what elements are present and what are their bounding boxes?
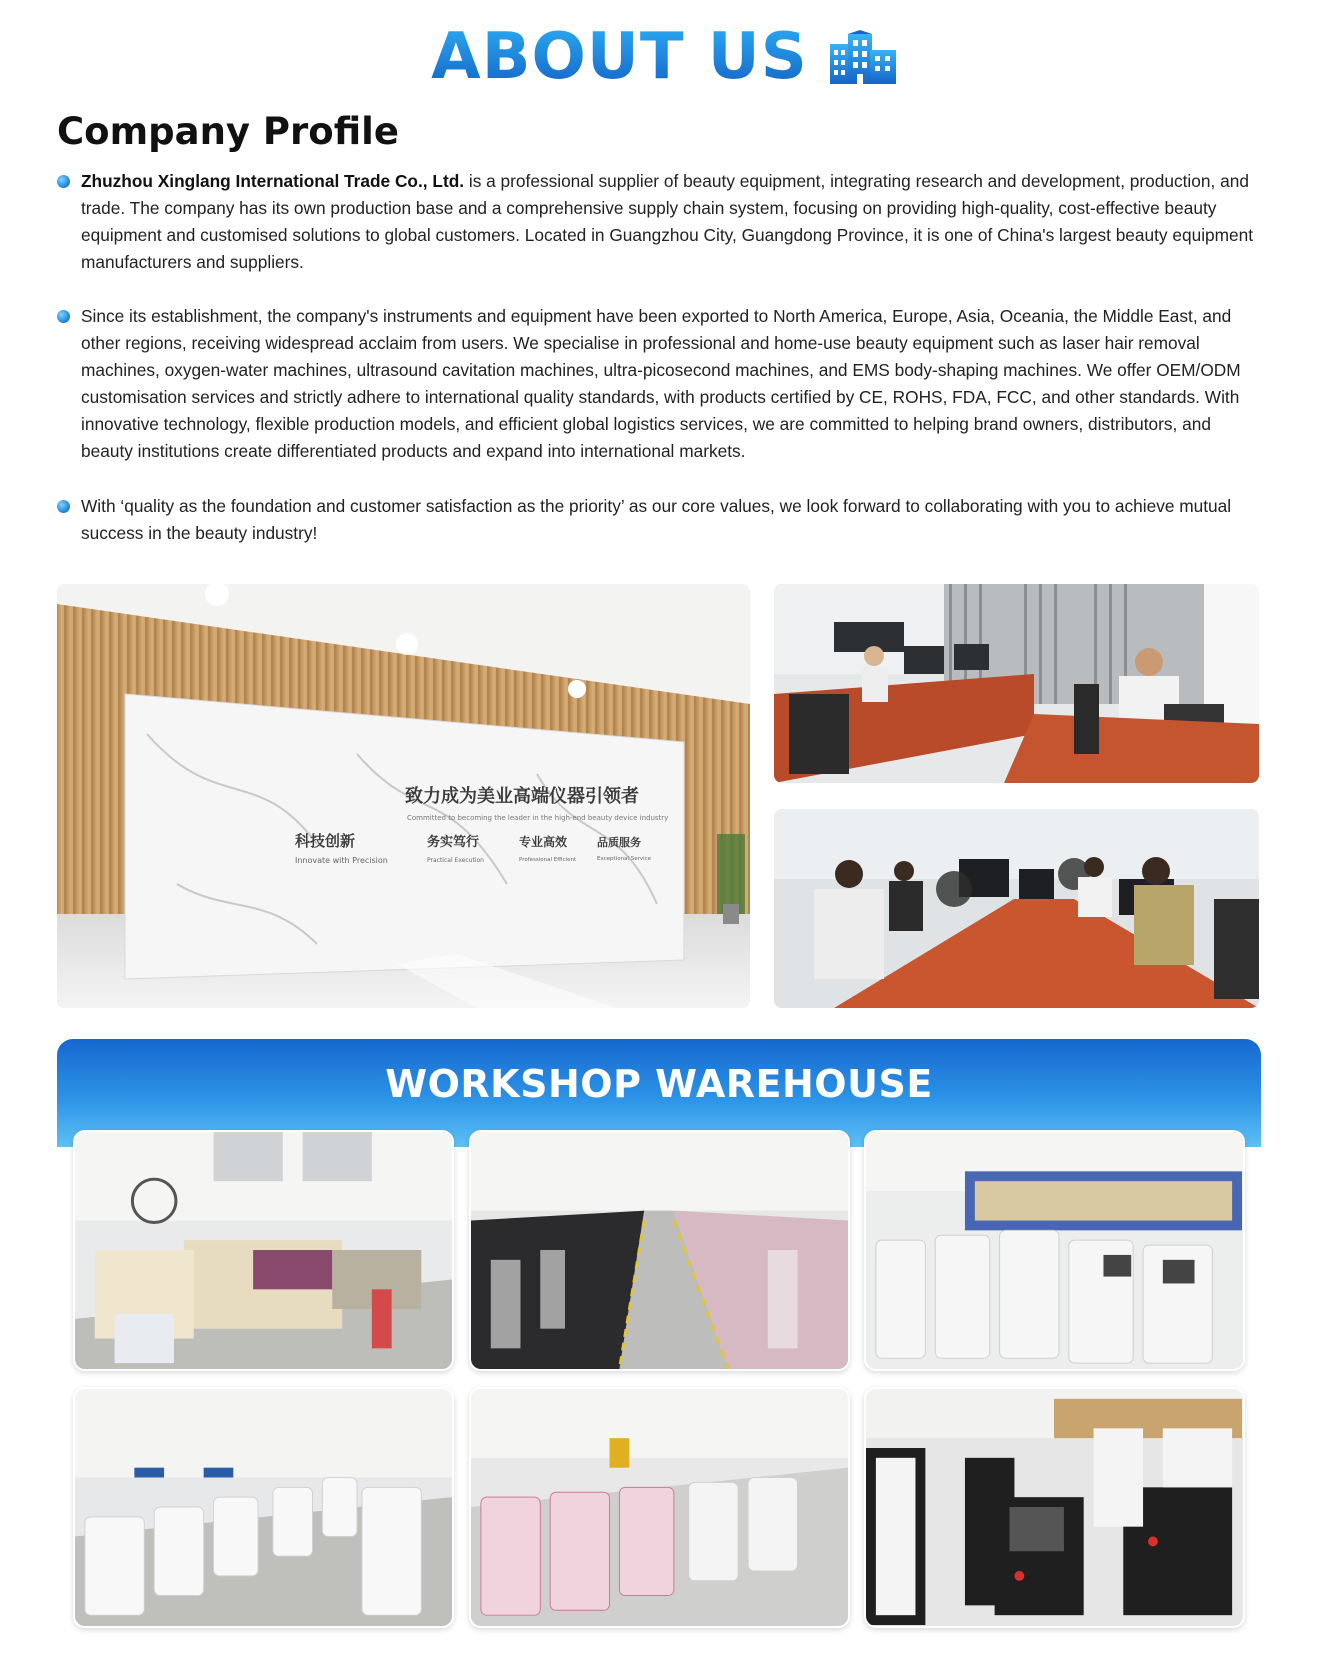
workshop-photo-2 bbox=[469, 1130, 850, 1371]
paragraph-body: is a professional supplier of beauty equipment, integrating research and development, production, and trade. The company has its own production base and a comprehensive supply chain system, focusing on providing high-quality, cost-effective beauty equipment and customised solutions to global customers. Located in Guangzhou City, Guangdong Province, it is one of China's largest beauty equipment manufacturers and suppliers. bbox=[81, 171, 1254, 272]
workshop-photo-6 bbox=[864, 1387, 1245, 1628]
workshop-photo-4 bbox=[73, 1387, 454, 1628]
office-photo-1 bbox=[774, 584, 1259, 783]
lobby-main-slogan: 致力成为美业高端仪器引领者 bbox=[405, 786, 639, 807]
paragraph-body: With ‘quality as the foundation and customer satisfaction as the priority’ as our core values, we look forward to collaborating with you to achieve mutual success in the beauty industry! bbox=[81, 496, 1232, 543]
building-icon bbox=[830, 30, 896, 84]
lobby-value-2-en: Practical Execution bbox=[427, 857, 484, 864]
lobby-value-4-en: Exceptional Service bbox=[597, 856, 652, 862]
bullet-icon bbox=[57, 500, 70, 513]
company-profile-heading: Company Profile bbox=[57, 110, 399, 153]
workshop-photo-1 bbox=[73, 1130, 454, 1371]
profile-paragraph-3 bbox=[57, 493, 1267, 547]
paragraph-text bbox=[81, 168, 1267, 276]
lobby-value-3-en: Professional Efficient bbox=[519, 857, 577, 863]
bullet-icon bbox=[57, 310, 70, 323]
lobby-photo bbox=[57, 584, 750, 1008]
profile-paragraph-2 bbox=[57, 303, 1267, 465]
office-photo-2 bbox=[774, 809, 1259, 1008]
bullet-icon bbox=[57, 175, 70, 188]
lobby-value-1-cn: 科技创新 bbox=[295, 832, 356, 850]
workshop-photo-3 bbox=[864, 1130, 1245, 1371]
page-header bbox=[0, 22, 1327, 92]
about-us-title: ABOUT US bbox=[431, 20, 808, 94]
lobby-value-3-cn: 专业高效 bbox=[519, 835, 568, 849]
lobby-value-4-cn: 品质服务 bbox=[597, 836, 641, 849]
workshop-photo-5 bbox=[469, 1387, 850, 1628]
lobby-sub-slogan: Committed to becoming the leader in the high-end beauty device industry bbox=[407, 814, 669, 822]
paragraph-body: Since its establishment, the company's instruments and equipment have been exported to North America, Europe, Asia, Oceania, the Middle East, and other regions, receiving widespread acclaim from users. We specialise in professional and home-use beauty equipment such as laser hair removal machines, oxygen-water machines, ultrasound cavitation machines, ultra-picosecond machines, and EMS body-shaping machines. We offer OEM/ODM customisation services and strictly adhere to international quality standards, with products certified by CE, ROHS, FDA, FCC, and other standards. With innovative technology, flexible production models, and efficient global logistics services, we are committed to helping brand owners, distributors, and beauty institutions create differentiated products and expand into international markets. bbox=[81, 306, 1241, 461]
company-name: Zhuzhou Xinglang International Trade Co., Ltd. bbox=[81, 171, 465, 191]
lobby-value-1-en: Innovate with Precision bbox=[295, 856, 388, 865]
profile-paragraph-1 bbox=[57, 168, 1267, 276]
workshop-warehouse-title: WORKSHOP WAREHOUSE bbox=[385, 1062, 933, 1106]
lobby-value-2-cn: 务实笃行 bbox=[427, 835, 480, 850]
